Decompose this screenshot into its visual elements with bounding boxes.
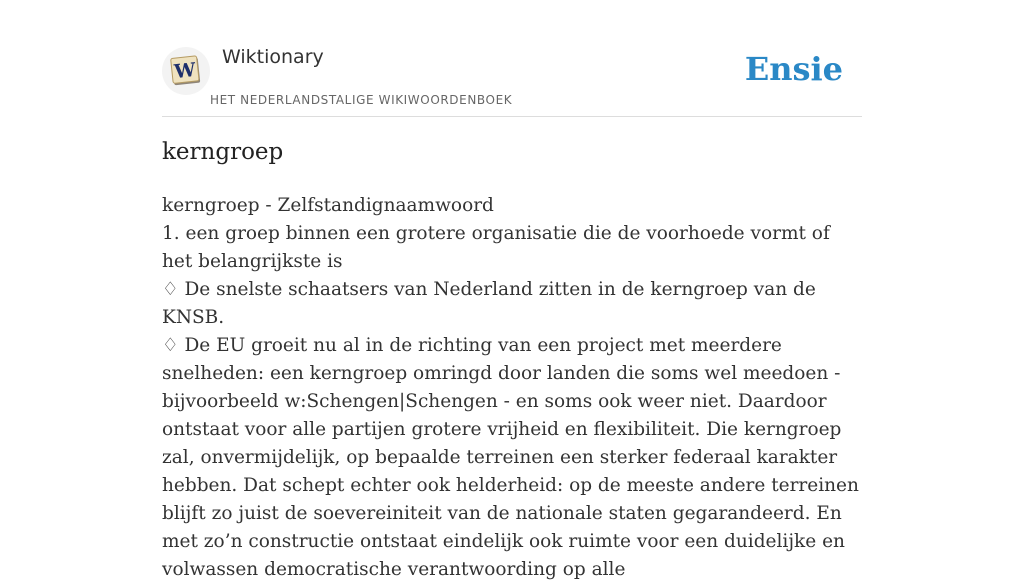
site-header [162, 40, 862, 117]
site-name[interactable]: Wiktionary [222, 46, 324, 68]
example-sentence: ♢ De EU groeit nu al in de richting van een project met meerdere snelheden: een kerngroep omringd door landen die soms wel meedoen - bijvoorbeeld w:Schengen|Schengen - en soms ook weer niet. Daardoor ontstaat voor alle partijen grotere vrijheid en flexibiliteit. Die kerngroep zal, onvermijdelijk, op bepaalde terreinen een sterker federaal karakter hebben. Dat schept echter ook helderheid: op de meeste andere terreinen blijft zo juist de soevereiniteit van de nationale staten gegarandeerd. En met zo’n constructie ontstaat eindelijk ook ruimte voor een duidelijke en volwassen democratische verantwoording op alle [162, 335, 859, 580]
entry-heading: kerngroep - Zelfstandignaamwoord [162, 195, 494, 216]
wiktionary-tile-icon [166, 51, 206, 91]
entry-definition: 1. een groep binnen een grotere organisatie die de voorhoede vormt of het belangrijkste is [162, 223, 830, 272]
site-tagline: HET NEDERLANDSTALIGE WIKIWOORDENBOEK [210, 93, 513, 107]
entry-content [162, 192, 862, 584]
wiktionary-logo-icon[interactable] [162, 47, 210, 95]
logo-letter: W [173, 59, 197, 84]
ensie-brand-logo[interactable]: Ensie [744, 50, 843, 88]
example-sentence: ♢ De snelste schaatsers van Nederland zitten in de kerngroep van de KNSB. [162, 279, 816, 328]
page-title: kerngroep [162, 139, 284, 165]
